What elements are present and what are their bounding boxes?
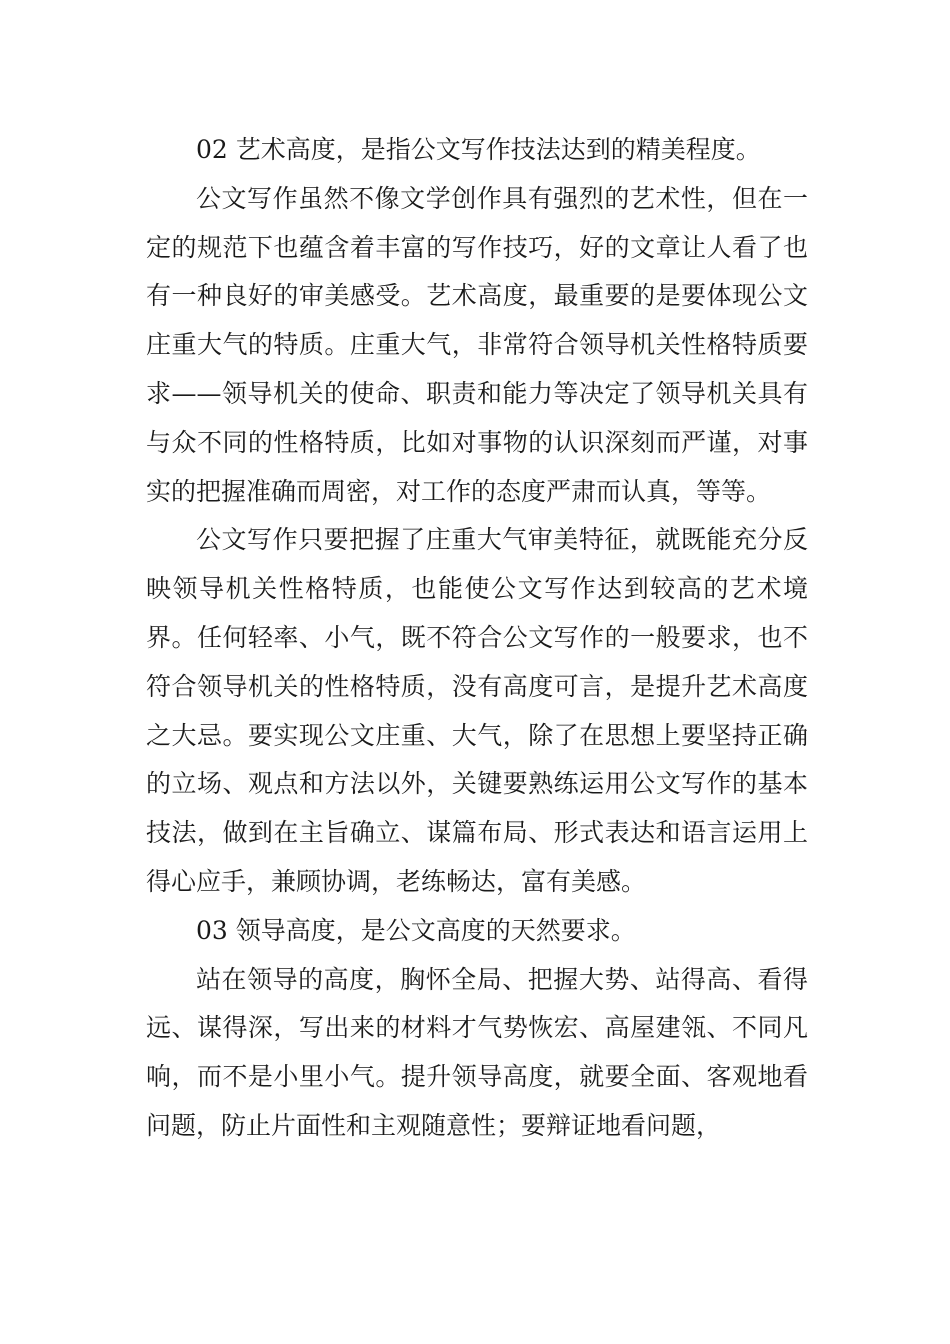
paragraph-art-height-body-1: 公文写作虽然不像文学创作具有强烈的艺术性，但在一定的规范下也蕴含着丰富的写作技巧，好的文章让人看了也有一种良好的审美感受。艺术高度，最重要的是要体现公文庄重大气的特质。庄重大气，非常符合领导机关性格特质要求——领导机关的使命、职责和能力等决定了领导机关具有与众不同的性格特质，比如对事物的认识深刻而严谨，对事实的把握准确而周密，对工作的态度严肃而认真，等等。 [146,183,808,506]
paragraph-heading-leadership-height: 03 领导高度，是公文高度的天然要求。 [196,915,636,945]
document-page [146,126,808,1151]
paragraph-art-height-body-2: 公文写作只要把握了庄重大气审美特征，就既能充分反映领导机关性格特质，也能使公文写作达到较高的艺术境界。任何轻率、小气，既不符合公文写作的一般要求，也不符合领导机关的性格特质，没有高度可言，是提升艺术高度之大忌。要实现公文庄重、大气，除了在思想上要坚持正确的立场、观点和方法以外，关键要熟练运用公文写作的基本技法，做到在主旨确立、谋篇布局、形式表达和语言运用上得心应手，兼顾协调，老练畅达，富有美感。 [146,525,808,896]
paragraph-leadership-height-body: 站在领导的高度，胸怀全局、把握大势、站得高、看得远、谋得深，写出来的材料才气势恢宏、高屋建瓴、不同凡响，而不是小里小气。提升领导高度，就要全面、客观地看问题，防止片面性和主观随意性；要辩证地看问题， [146,964,808,1140]
paragraph-heading-art-height: 02 艺术高度，是指公文写作技法达到的精美程度。 [196,135,761,164]
